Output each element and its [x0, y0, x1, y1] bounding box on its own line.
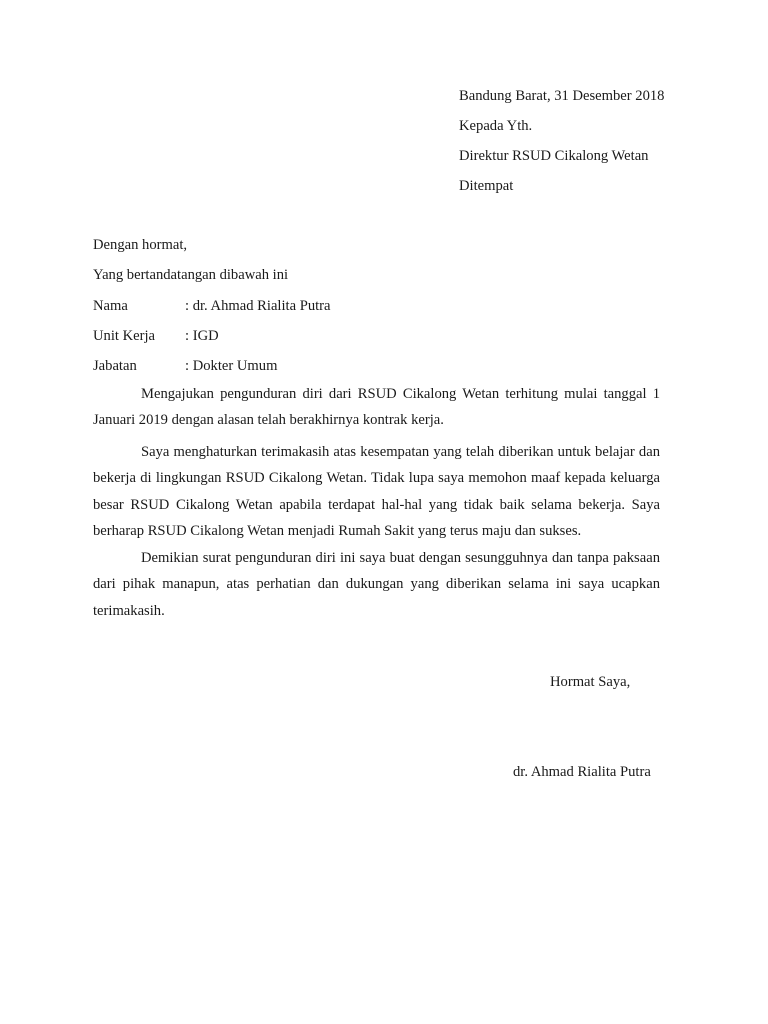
paragraph-text: Demikian surat pengunduran diri ini saya buat dengan sesungguhnya dan tanpa paksaan dari pihak manapun, atas perhatian dan dukungan yang diberikan selama ini saya ucapkan terimakasih.	[93, 550, 660, 619]
field-value: : Dokter Umum	[185, 358, 278, 374]
body-paragraph-1	[93, 381, 660, 434]
field-label: Unit Kerja	[93, 328, 156, 344]
paragraph-text: Mengajukan pengunduran diri dari RSUD Cikalong Wetan terhitung mulai tanggal 1 Januari 2019 dengan alasan telah berakhirnya kontrak kerja.	[93, 386, 660, 429]
field-value: : dr. Ahmad Rialita Putra	[185, 298, 331, 314]
paragraph-text: Saya menghaturkan terimakasih atas kesempatan yang telah diberikan untuk belajar dan bekerja di lingkungan RSUD Cikalong Wetan. Tidak lupa saya memohon maaf kepada keluarga besar RSUD Cikalong Wetan apabila terdapat hal-hal yang tidak baik selama bekerja. Saya berharap RSUD Cikalong Wetan menjadi Rumah Sakit yang terus maju dan sukses.	[93, 444, 660, 540]
field-label: Jabatan	[93, 358, 137, 374]
place-date: Bandung Barat, 31 Desember 2018	[459, 88, 665, 104]
recipient: Direktur RSUD Cikalong Wetan	[459, 148, 649, 164]
body-paragraph-2	[93, 439, 660, 545]
to-label: Kepada Yth.	[459, 118, 533, 134]
salutation: Dengan hormat,	[93, 237, 188, 253]
intro-line: Yang bertandatangan dibawah ini	[93, 267, 289, 283]
recipient-location: Ditempat	[459, 178, 514, 194]
closing-regards: Hormat Saya,	[550, 674, 631, 690]
field-label: Nama	[93, 298, 128, 314]
field-value: : IGD	[185, 328, 219, 344]
body-paragraph-3	[93, 545, 660, 624]
signer-name: dr. Ahmad Rialita Putra	[513, 764, 651, 780]
